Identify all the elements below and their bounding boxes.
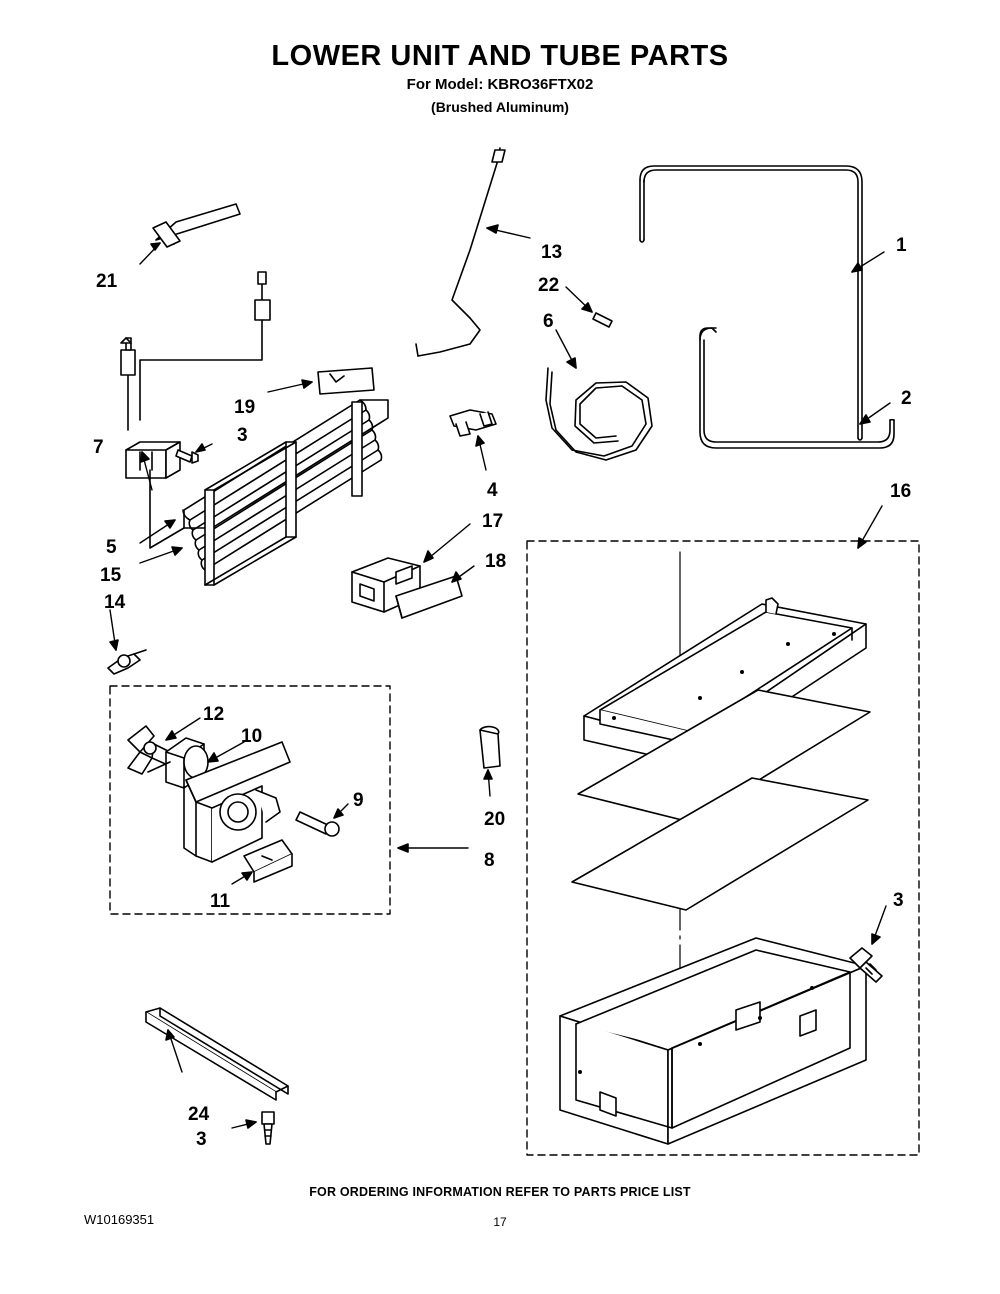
callout-8: 8: [484, 850, 495, 871]
callout-14: 14: [104, 592, 126, 613]
callout-7: 7: [93, 437, 104, 458]
part-4-clamp: [450, 410, 496, 436]
finish-line: (Brushed Aluminum): [431, 99, 569, 115]
part-14-sensor: [108, 650, 146, 674]
callout-1: 1: [896, 235, 907, 256]
callout-6: 6: [543, 311, 554, 332]
part-9-screw: [296, 812, 339, 836]
part-13-tube: [416, 148, 505, 356]
part-11-clip: [244, 840, 292, 882]
part-24-trim-strip: [146, 1008, 288, 1100]
callout-3-bottom: 3: [196, 1129, 207, 1150]
callout-3-left: 3: [237, 425, 248, 446]
part-20-bushing: [480, 727, 500, 768]
callout-13: 13: [541, 242, 563, 263]
lower-drain-pan: [560, 938, 866, 1144]
part-6-coiled-hose: [546, 368, 652, 460]
part-3-screw-bottom: [262, 1112, 274, 1144]
part-5-bracket: [126, 442, 180, 478]
part-21-tube: [153, 204, 240, 247]
part-22-pin: [593, 313, 612, 327]
callout-21: 21: [96, 271, 118, 292]
callout-22: 22: [538, 275, 560, 296]
page-title: LOWER UNIT AND TUBE PARTS: [271, 40, 729, 72]
callout-2: 2: [901, 388, 912, 409]
part-15-condenser-coil: [150, 397, 388, 585]
callout-20: 20: [484, 809, 506, 830]
part-1-wire-loop: [640, 166, 862, 440]
page-number: 17: [493, 1215, 507, 1229]
ordering-note: FOR ORDERING INFORMATION REFER TO PARTS PRICE LIST: [309, 1185, 691, 1199]
callout-16: 16: [890, 481, 912, 502]
callout-24: 24: [188, 1104, 210, 1125]
document-id: W10169351: [84, 1212, 155, 1227]
callout-3-right: 3: [893, 890, 904, 911]
callout-10: 10: [241, 726, 263, 747]
model-line: For Model: KBRO36FTX02: [406, 76, 594, 93]
part-19-plate: [318, 368, 374, 394]
callout-19: 19: [234, 397, 256, 418]
callout-15: 15: [100, 565, 122, 586]
part-12-fan-blade: [128, 726, 170, 774]
callout-18: 18: [485, 551, 507, 572]
part-7-tube: [121, 338, 135, 430]
callout-9: 9: [353, 790, 364, 811]
callout-4: 4: [487, 480, 498, 501]
callout-5: 5: [106, 537, 117, 558]
callout-12: 12: [203, 704, 225, 725]
callout-11: 11: [210, 891, 231, 912]
callout-17: 17: [482, 511, 504, 532]
part-2-wire-loop: [700, 328, 894, 448]
